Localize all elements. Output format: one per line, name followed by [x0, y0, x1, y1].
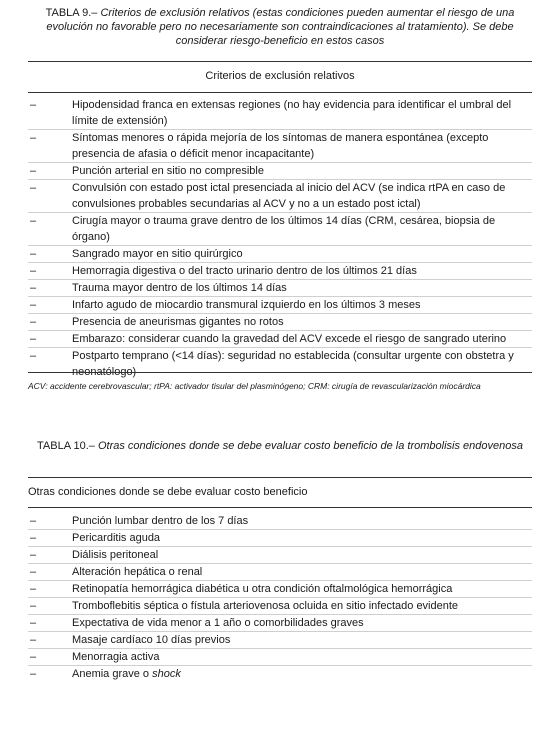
table10-list-item	[28, 530, 532, 547]
table10-list	[28, 513, 532, 682]
table10-item-text: Punción lumbar dentro de los 7 días	[72, 515, 249, 527]
dash-bullet: –	[30, 532, 37, 544]
dash-bullet: –	[30, 99, 37, 111]
table10-item-text: Masaje cardíaco 10 días previos	[72, 634, 231, 646]
table9-list-item	[28, 97, 532, 130]
table9-item-text: Síntomas menores o rápida mejoría de los síntomas de manera espontánea (excepto presencia de afasia o déficit menor incapacitante)	[72, 132, 489, 160]
dash-bullet: –	[30, 165, 37, 177]
dash-bullet: –	[30, 617, 37, 629]
table10-item-text: Menorragia activa	[72, 651, 160, 663]
dash-bullet: –	[30, 634, 37, 646]
dash-bullet: –	[30, 132, 37, 144]
table9-item-text: Sangrado mayor en sitio quirúrgico	[72, 248, 243, 260]
table9-item-text: Postparto temprano (<14 días): seguridad no establecida (consultar urgente con obstetra y neonatólogo)	[72, 350, 514, 378]
table10-list-item	[28, 581, 532, 598]
italic-term: shock	[152, 668, 181, 680]
dash-bullet: –	[30, 600, 37, 612]
table10-label: TABLA 10.–	[37, 440, 95, 452]
table9-item-text: Presencia de aneurismas gigantes no rotos	[72, 316, 284, 328]
table9-caption	[30, 6, 530, 48]
table10-header: Otras condiciones donde se debe evaluar costo beneficio	[28, 486, 308, 498]
table10-list-item	[28, 632, 532, 649]
table10-caption-text: Otras condiciones donde se debe evaluar costo beneficio de la trombolisis endovenosa	[97, 440, 523, 452]
table9-bottom-rule	[28, 372, 532, 373]
table9-list-item	[28, 130, 532, 163]
dash-bullet: –	[30, 333, 37, 345]
table9-item-text: Hemorragia digestiva o del tracto urinario dentro de los últimos 21 días	[72, 265, 417, 277]
table9-item-text: Trauma mayor dentro de los últimos 14 días	[72, 282, 287, 294]
dash-bullet: –	[30, 668, 37, 680]
table10-item-text: Diálisis peritoneal	[72, 549, 159, 561]
table10-list-item	[28, 615, 532, 632]
dash-bullet: –	[30, 515, 37, 527]
table10-caption	[30, 439, 530, 453]
table9-list-item	[28, 331, 532, 348]
table9-item-text: Infarto agudo de miocardio transmural izquierdo en los últimos 3 meses	[72, 299, 421, 311]
table10-list-item	[28, 513, 532, 530]
dash-bullet: –	[30, 316, 37, 328]
dash-bullet: –	[30, 350, 37, 362]
table9-caption-text: Criterios de exclusión relativos (estas condiciones pueden aumentar el riesgo de una evolución no favorable pero no necesariamente son contraindicaciones al tratamiento). Se debe considerar riesgo-beneficio en estos casos	[46, 7, 515, 47]
table10-item-text: Anemia grave o shock	[72, 668, 181, 680]
dash-bullet: –	[30, 265, 37, 277]
table9-list-item	[28, 280, 532, 297]
table10-list-item	[28, 649, 532, 666]
table10-top-rule	[28, 477, 532, 478]
table10-item-text: Retinopatía hemorrágica diabética u otra condición oftalmológica hemorrágica	[72, 583, 453, 595]
table9-list-item	[28, 180, 532, 213]
table9-item-text: Cirugía mayor o trauma grave dentro de los últimos 14 días (CRM, cesárea, biopsia de órgano)	[72, 215, 496, 243]
table9-header: Criterios de exclusión relativos	[205, 70, 355, 82]
dash-bullet: –	[30, 566, 37, 578]
table10-header-rule	[28, 507, 532, 508]
table9-list-item	[28, 246, 532, 263]
table9-label: TABLA 9.–	[45, 7, 98, 19]
table9-item-text: Hipodensidad franca en extensas regiones (no hay evidencia para identificar el umbral del límite de extensión)	[72, 99, 512, 127]
table10-item-text: Expectativa de vida menor a 1 año o comorbilidades graves	[72, 617, 364, 629]
table9-list-item	[28, 163, 532, 180]
table9-item-text: Embarazo: considerar cuando la gravedad del ACV excede el riesgo de sangrado uterino	[72, 333, 507, 345]
table10-list-item	[28, 564, 532, 581]
dash-bullet: –	[30, 248, 37, 260]
table9-top-rule	[28, 61, 532, 62]
table9-list-item	[28, 213, 532, 246]
table10-item-text: Pericarditis aguda	[72, 532, 161, 544]
dash-bullet: –	[30, 299, 37, 311]
table10-list-item	[28, 598, 532, 615]
table9-item-text: Convulsión con estado post ictal presenciada al inicio del ACV (se indica rtPA en caso de convulsiones probables secundarias al ACV y no a un estado post ictal)	[72, 182, 506, 210]
table10-item-text: Tromboflebitis séptica o fístula arteriovenosa ocluida en sitio infectado evidente	[72, 600, 459, 612]
dash-bullet: –	[30, 549, 37, 561]
table10-list-item	[28, 666, 532, 682]
table9-list-item	[28, 263, 532, 280]
table9-list-item	[28, 314, 532, 331]
dash-bullet: –	[30, 182, 37, 194]
table9-footnote: ACV: accidente cerebrovascular; rtPA: activador tisular del plasminógeno; CRM: cirugía de revascularización miocárdica	[28, 381, 481, 391]
dash-bullet: –	[30, 282, 37, 294]
table10-item-text: Alteración hepática o renal	[72, 566, 203, 578]
dash-bullet: –	[30, 651, 37, 663]
dash-bullet: –	[30, 583, 37, 595]
table9-item-text: Punción arterial en sitio no compresible	[72, 165, 264, 177]
table9-list-item	[28, 297, 532, 314]
table9-header-rule	[28, 92, 532, 93]
dash-bullet: –	[30, 215, 37, 227]
table9-list-item	[28, 348, 532, 380]
table10-list-item	[28, 547, 532, 564]
table9-list	[28, 97, 532, 380]
